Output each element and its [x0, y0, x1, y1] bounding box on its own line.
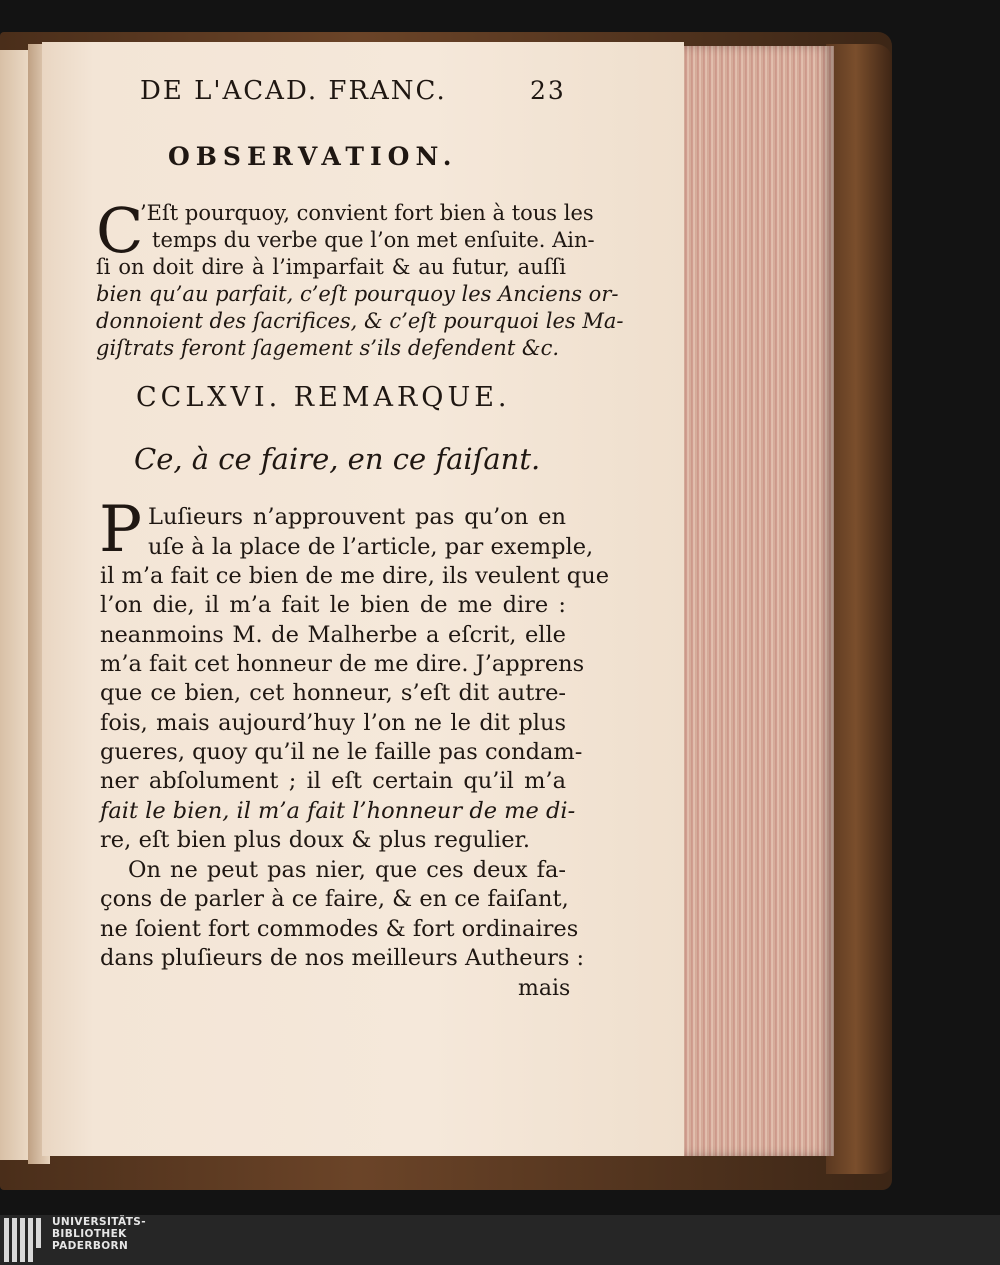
remark-line: çons de parler à ce faire, & en ce faiſant,	[100, 886, 569, 912]
remark-line: gueres, quoy qu’il ne le faille pas condam-	[100, 739, 583, 765]
remark-line: re, eſt bien plus doux & plus regulier.	[100, 827, 530, 853]
observation-heading: OBSERVATION.	[168, 142, 458, 171]
remark-line: Luſieurs n’approuvent pas qu’on en	[148, 504, 566, 530]
remark-line: que ce bien, cet honneur, s’eſt dit autre-	[100, 680, 566, 706]
running-title: DE L'ACAD. FRANC.	[140, 76, 447, 106]
observation-line: ’Eſt pourquoy, convient fort bien à tous les	[140, 201, 594, 225]
observation-line: temps du verbe que l’on met enſuite. Ain-	[152, 228, 595, 252]
book-cover-edge	[826, 44, 892, 1174]
observation-line: bien qu’au parfait, c’eſt pourquoy les Anciens or-	[96, 282, 619, 306]
remark-title: Ce, à ce faire, en ce faiſant.	[134, 442, 541, 476]
remark-line: On ne peut pas nier, que ces deux fa-	[128, 857, 566, 883]
remark-line: ner abſolument ; il eſt certain qu’il m’a	[100, 768, 566, 794]
observation-line: donnoient des ſacrifices, & c’eſt pourquoi les Ma-	[96, 309, 624, 333]
observation-dropcap: C	[96, 194, 144, 267]
remark-dropcap: P	[99, 493, 143, 567]
library-logo-line: BIBLIOTHEK	[52, 1228, 127, 1240]
remark-line: uſe à la place de l’article, par exemple,	[148, 534, 594, 560]
observation-line: ſi on doit dire à l’imparfait & au futur, auſſi	[96, 255, 566, 279]
remark-line: ne ſoient fort commodes & fort ordinaires	[100, 916, 579, 942]
library-logo-line: PADERBORN	[52, 1240, 129, 1252]
catchword: mais	[518, 976, 571, 1001]
page-fore-edge	[684, 46, 834, 1156]
library-footer	[0, 1215, 1000, 1265]
remark-line: il m’a fait ce bien de me dire, ils veulent que	[100, 563, 610, 589]
remark-line: fois, mais aujourd’huy l’on ne le dit plus	[100, 710, 566, 736]
page-number: 23	[530, 76, 566, 105]
remark-line: dans pluſieurs de nos meilleurs Autheurs :	[100, 945, 585, 971]
remark-line: fait le bien, il m’a fait l’honneur de me di-	[100, 798, 576, 824]
remark-heading: CCLXVI. REMARQUE.	[136, 382, 511, 413]
remark-line: m’a fait cet honneur de me dire. J’apprens	[100, 651, 585, 677]
remark-line: l’on die, il m’a fait le bien de me dire :	[100, 592, 566, 618]
library-logo-line: UNIVERSITÄTS-	[52, 1216, 147, 1228]
observation-line: giſtrats feront ſagement s’ils defendent &c.	[96, 336, 560, 360]
library-logo-icon	[4, 1218, 44, 1262]
remark-line: neanmoins M. de Malherbe a eſcrit, elle	[100, 622, 566, 648]
